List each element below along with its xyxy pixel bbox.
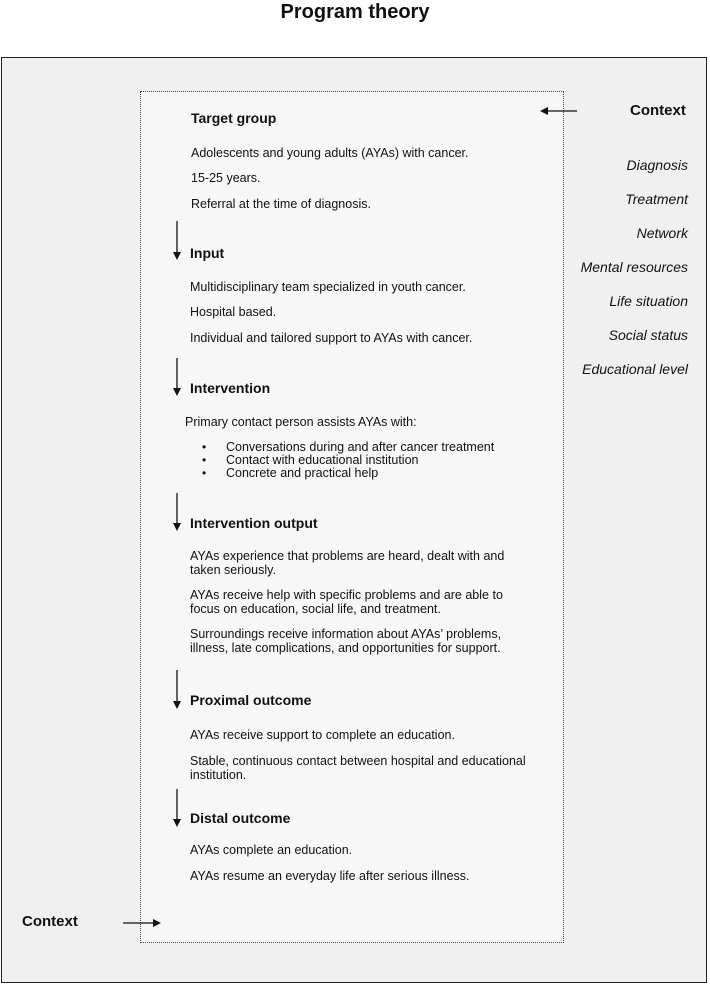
context-item-mental-resources: Mental resources xyxy=(580,259,688,275)
distal-outcome-heading: Distal outcome xyxy=(190,810,291,826)
target-group-line: Adolescents and young adults (AYAs) with cancer. xyxy=(191,146,469,160)
context-item-treatment: Treatment xyxy=(625,191,688,207)
context-item-diagnosis: Diagnosis xyxy=(626,157,688,173)
context-item-educational-level: Educational level xyxy=(582,361,688,377)
bullet-dot: • xyxy=(202,453,207,467)
target-group-line: 15-25 years. xyxy=(191,171,261,185)
proximal-line: institution. xyxy=(190,768,247,782)
context-right-label: Context xyxy=(630,102,686,119)
intervention-output-heading: Intervention output xyxy=(190,515,318,531)
context-item-network: Network xyxy=(636,225,688,241)
proximal-outcome-heading: Proximal outcome xyxy=(190,692,312,708)
intervention-bullet: Concrete and practical help xyxy=(226,466,379,480)
output-line: illness, late complications, and opportunities for support. xyxy=(190,641,501,655)
proximal-line: Stable, continuous contact between hospital and educational xyxy=(190,754,526,768)
intervention-bullet: Contact with educational institution xyxy=(226,453,419,467)
target-group-line: Referral at the time of diagnosis. xyxy=(191,197,371,211)
intervention-intro: Primary contact person assists AYAs with: xyxy=(185,415,417,429)
input-line: Multidisciplinary team specialized in youth cancer. xyxy=(190,280,466,294)
output-line: taken seriously. xyxy=(190,563,276,577)
output-line: AYAs receive help with specific problems and are able to xyxy=(190,588,503,602)
intervention-heading: Intervention xyxy=(190,380,271,396)
output-line: focus on education, social life, and treatment. xyxy=(190,602,441,616)
context-item-social-status: Social status xyxy=(608,327,688,343)
output-line: AYAs experience that problems are heard, dealt with and xyxy=(190,549,505,563)
intervention-bullet: Conversations during and after cancer treatment xyxy=(226,440,495,454)
bullet-dot: • xyxy=(202,466,207,480)
target-group-heading: Target group xyxy=(191,110,277,126)
distal-line: AYAs complete an education. xyxy=(190,843,353,857)
bullet-dot: • xyxy=(202,440,207,454)
input-line: Hospital based. xyxy=(190,305,277,319)
output-line: Surroundings receive information about AYAs’ problems, xyxy=(190,627,502,641)
context-left-label: Context xyxy=(22,913,78,930)
context-item-life-situation: Life situation xyxy=(609,293,688,309)
input-line: Individual and tailored support to AYAs with cancer. xyxy=(190,331,473,345)
proximal-line: AYAs receive support to complete an education. xyxy=(190,728,455,742)
distal-line: AYAs resume an everyday life after serious illness. xyxy=(190,869,470,883)
input-heading: Input xyxy=(190,245,225,261)
page-title: Program theory xyxy=(280,1,430,23)
